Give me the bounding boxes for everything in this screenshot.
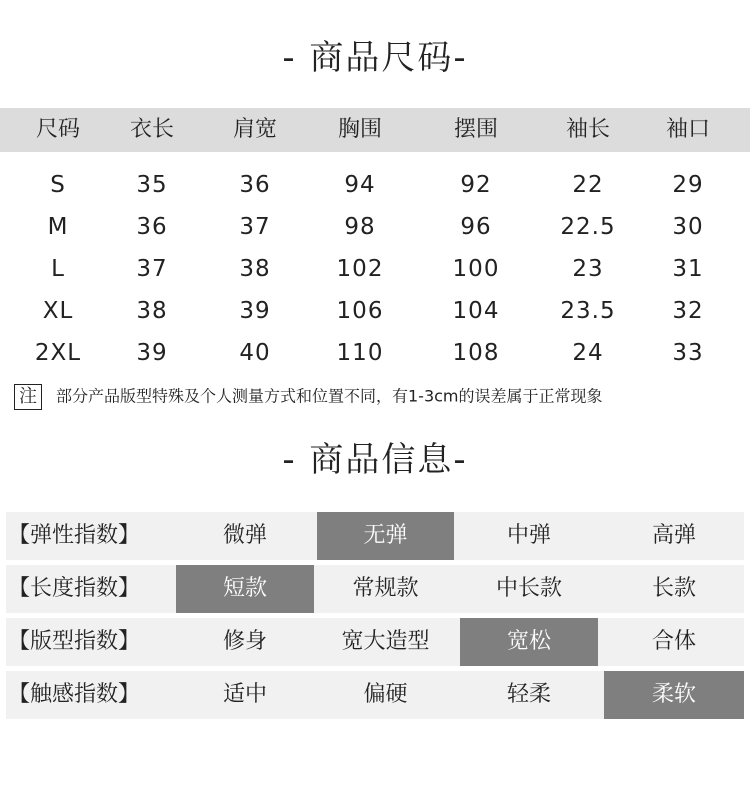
table-cell: 31	[672, 256, 704, 282]
measurement-note	[14, 382, 744, 410]
table-cell: 100	[452, 256, 500, 282]
table-cell: 96	[460, 214, 492, 240]
header-size: 尺码	[35, 117, 80, 142]
info-option: 合体	[651, 629, 696, 654]
table-cell: 104	[452, 298, 500, 324]
header-length: 衣长	[129, 117, 174, 142]
info-row-fit	[6, 618, 744, 666]
header-sleeve-length: 袖长	[565, 117, 610, 142]
info-option: 轻柔	[506, 682, 551, 707]
info-option: 中弹	[506, 523, 551, 548]
header-chest: 胸围	[337, 117, 382, 142]
info-option-selected: 柔软	[604, 671, 744, 719]
info-option: 长款	[651, 576, 696, 601]
table-cell: XL	[42, 298, 74, 324]
size-section-title: - 商品尺码-	[282, 38, 468, 78]
note-text: 部分产品版型特殊及个人测量方式和位置不同，有1-3cm的误差属于正常现象	[56, 386, 603, 406]
table-cell: 35	[136, 172, 168, 198]
size-table	[0, 108, 750, 366]
info-option: 微弹	[222, 523, 267, 548]
header-shoulder: 肩宽	[232, 117, 277, 142]
table-cell: 32	[672, 298, 704, 324]
table-cell: 108	[452, 340, 500, 366]
table-row	[0, 206, 750, 248]
table-cell: 39	[239, 298, 271, 324]
info-option: 适中	[222, 682, 267, 707]
info-row-length	[6, 565, 744, 613]
info-row-label: 【触感指数】	[8, 682, 141, 707]
info-option-selected: 无弹	[317, 512, 454, 560]
table-cell: 22.5	[560, 214, 616, 240]
table-cell: 40	[239, 340, 271, 366]
table-cell: 37	[136, 256, 168, 282]
header-hem: 摆围	[453, 117, 498, 142]
info-option: 中长款	[495, 576, 562, 601]
info-row-label: 【弹性指数】	[8, 523, 141, 548]
info-row-label: 【长度指数】	[8, 576, 141, 601]
info-option: 高弹	[651, 523, 696, 548]
table-cell: M	[47, 214, 69, 240]
size-table-header	[0, 108, 750, 152]
table-row	[0, 290, 750, 332]
table-cell: L	[51, 256, 65, 282]
table-cell: 29	[672, 172, 704, 198]
table-cell: 94	[344, 172, 376, 198]
table-cell: 33	[672, 340, 704, 366]
info-row-label: 【版型指数】	[8, 629, 141, 654]
table-row	[0, 248, 750, 290]
info-option: 宽大造型	[341, 629, 430, 654]
table-cell: 92	[460, 172, 492, 198]
info-option-selected: 宽松	[460, 618, 598, 666]
table-cell: 23	[572, 256, 604, 282]
table-cell: 2XL	[34, 340, 82, 366]
table-cell: 37	[239, 214, 271, 240]
table-cell: 36	[239, 172, 271, 198]
info-option: 常规款	[352, 576, 419, 601]
table-cell: 38	[239, 256, 271, 282]
table-cell: S	[50, 172, 66, 198]
table-row	[0, 332, 750, 374]
info-option: 修身	[222, 629, 267, 654]
table-row	[0, 164, 750, 206]
table-cell: 23.5	[560, 298, 616, 324]
info-option: 偏硬	[363, 682, 408, 707]
table-cell: 22	[572, 172, 604, 198]
table-cell: 110	[336, 340, 384, 366]
size-table-body	[0, 164, 750, 374]
table-cell: 102	[336, 256, 384, 282]
product-info-table	[6, 512, 744, 724]
info-row-touch	[6, 671, 744, 719]
table-cell: 30	[672, 214, 704, 240]
table-cell: 36	[136, 214, 168, 240]
table-cell: 106	[336, 298, 384, 324]
table-cell: 24	[572, 340, 604, 366]
table-cell: 39	[136, 340, 168, 366]
table-cell: 38	[136, 298, 168, 324]
info-option-selected: 短款	[176, 565, 314, 613]
info-row-elasticity	[6, 512, 744, 560]
header-cuff: 袖口	[665, 117, 710, 142]
info-section-title: - 商品信息-	[282, 440, 468, 480]
table-cell: 98	[344, 214, 376, 240]
note-badge: 注	[14, 384, 42, 410]
